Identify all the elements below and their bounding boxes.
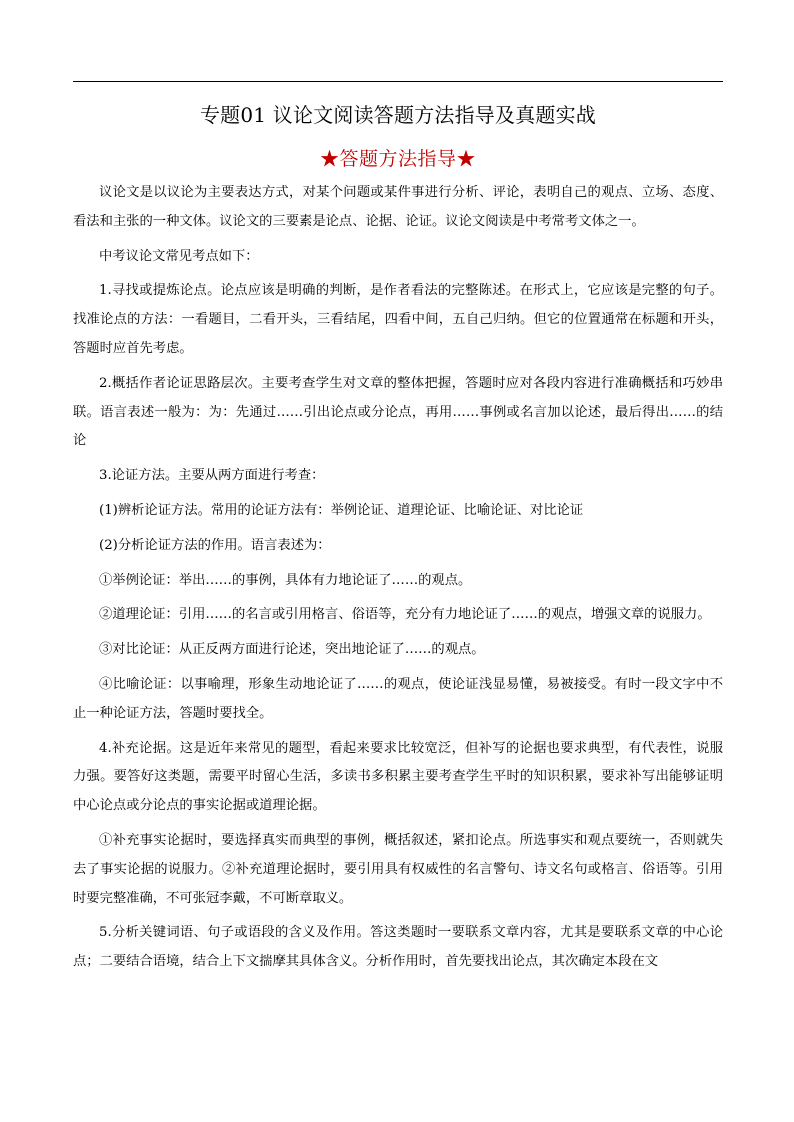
paragraph-point-3-1: (1)辨析论证方法。常用的论证方法有：举例论证、道理论证、比喻论证、对比论证 (99, 502, 584, 518)
paragraph-point-4-detail: ①补充事实论据时，要选择真实而典型的事例，概括叙述，紧扣论点。所选事实和观点要统一，否则就失去了事实论据的说服力。②补充道理论据时，要引用具有权威性的名言警句、诗文名句或格言、俗语等。引用时要完整准确，不可张冠李戴，不可断章取义。 (73, 832, 723, 906)
paragraph-point-4: 4.补充论据。这是近年来常见的题型，看起来要求比较宽泛，但补写的论据也要求典型，有代表性，说服力强。要答好这类题，需要平时留心生活，多读书多积累主要考查学生平时的知识积累，要求补写出能够证明中心论点或分论点的事实论据或道理论据。 (73, 740, 723, 814)
paragraph-intro: 议论文是以议论为主要表达方式，对某个问题或某件事进行分析、评论，表明自己的观点、立场、态度、看法和主张的一种文体。议论文的三要素是论点、论据、论证。议论文阅读是中考常考文体之一。 (73, 185, 723, 229)
paragraph-metaphor-argument: ④比喻论证：以事喻理，形象生动地论证了……的观点，使论证浅显易懂，易被接受。有时一段文字中不止一种论证方法，答题时要找全。 (73, 676, 723, 721)
section-heading: ★答题方法指导★ (319, 148, 476, 170)
paragraph-example-argument: ①举例论证：举出……的事例，具体有力地论证了……的观点。 (99, 572, 472, 588)
paragraph-point-1: 1.寻找或提炼论点。论点应该是明确的判断，是作者看法的完整陈述。在形式上，它应该是完整的句子。找准论点的方法：一看题目，二看开头，三看结尾，四看中间，五自己归纳。但它的位置通常在标题和开头，答题时应首先考虑。 (73, 283, 723, 356)
header-rule (73, 81, 723, 82)
paragraph-exam-points: 中考议论文常见考点如下： (99, 248, 259, 264)
paragraph-point-2: 2.概括作者论证思路层次。主要考查学生对文章的整体把握，答题时应对各段内容进行准确概括和巧妙串联。语言表述一般为：为：先通过……引出论点或分论点，再用……事例或名言加以论述，最后得出……的结论 (73, 375, 723, 449)
document-body (73, 179, 723, 983)
paragraph-reason-argument: ②道理论证：引用……的名言或引用格言、俗语等，充分有力地论证了……的观点，增强文章的说服力。 (99, 607, 711, 623)
document-title: 专题01 议论文阅读答题方法指导及真题实战 (199, 103, 596, 127)
paragraph-point-3-2: (2)分析论证方法的作用。语言表述为： (99, 537, 331, 553)
paragraph-point-5: 5.分析关键词语、句子或语段的含义及作用。答这类题时一要联系文章内容，尤其是要联系文章的中心论点；二要结合语境，结合上下文揣摩其具体含义。分析作用时，首先要找出论点，其次确定本段在文 (73, 925, 723, 970)
paragraph-point-3: 3.论证方法。主要从两方面进行考查： (99, 468, 325, 484)
paragraph-contrast-argument: ③对比论证：从正反两方面进行论述，突出地论证了……的观点。 (99, 642, 485, 658)
